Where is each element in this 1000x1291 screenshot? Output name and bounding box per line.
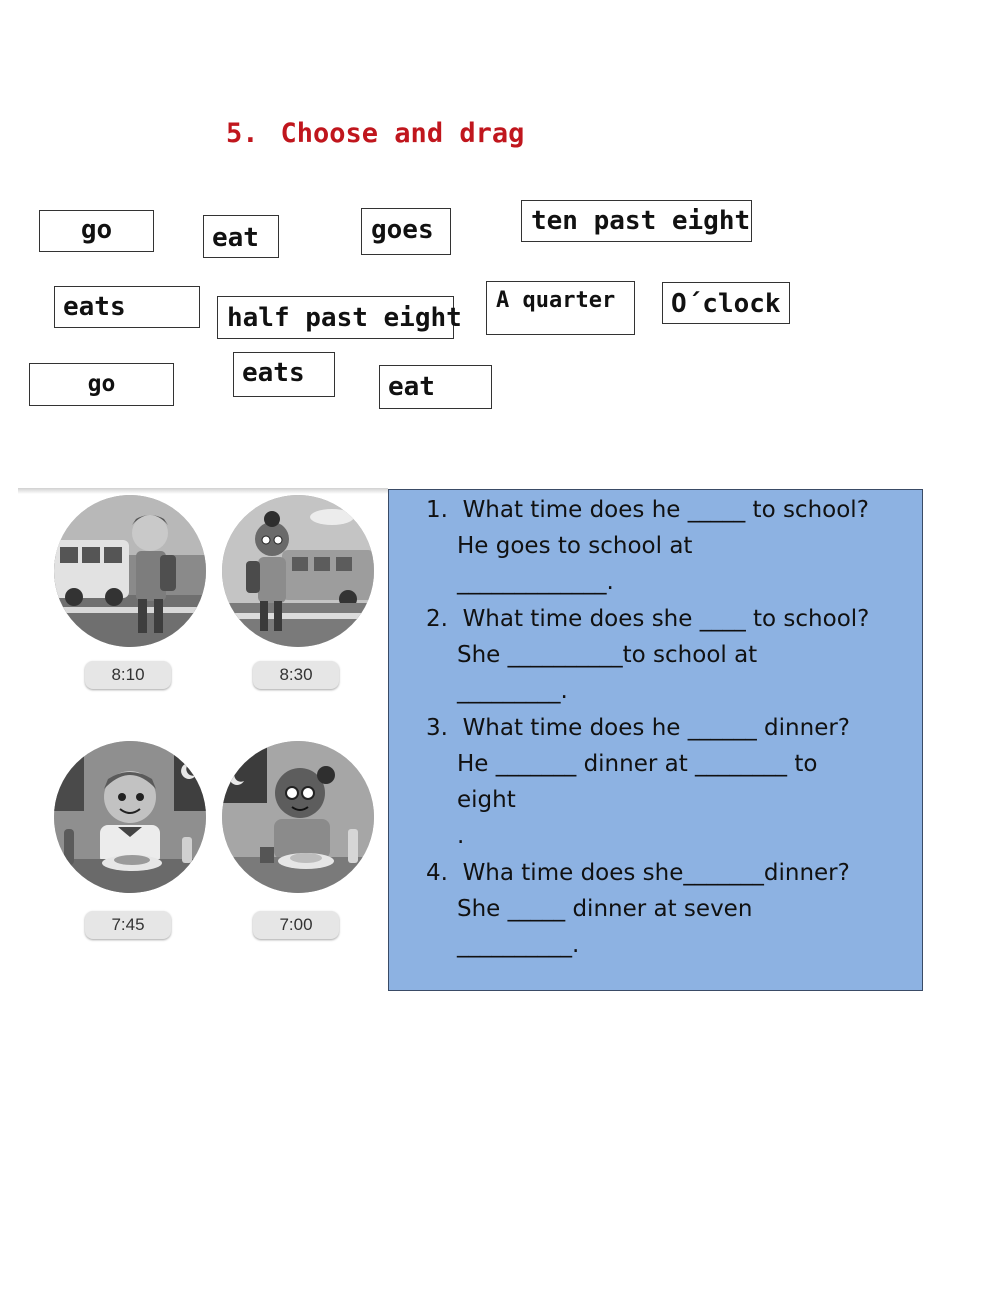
word-tile-eats[interactable]: eats (54, 286, 200, 328)
pictures-panel (18, 488, 388, 958)
question-1-line-2: He goes to school at (457, 533, 693, 559)
word-tile-eat[interactable]: eat (379, 365, 492, 409)
scene-girl-eating-dinner (222, 741, 374, 893)
question-2-line-2[interactable]: She __________to school at (457, 642, 758, 668)
word-tile-go[interactable]: go (39, 210, 154, 252)
word-tile-eats[interactable]: eats (233, 352, 335, 397)
scene-boy-walking-to-school (54, 495, 206, 647)
question-2-answer-blank[interactable]: _________. (457, 678, 568, 704)
question-4-answer-blank[interactable]: __________. (457, 932, 580, 958)
question-3-line-3: eight (457, 787, 516, 813)
questions-box (388, 489, 923, 991)
time-badge: 7:00 (253, 911, 339, 939)
question-1-answer-blank[interactable]: _____________. (457, 569, 614, 595)
word-tile-a-quarter[interactable]: A quarter (486, 281, 635, 335)
word-tile-eat[interactable]: eat (203, 215, 279, 258)
word-tile-ten-past-eight[interactable]: ten past eight (521, 200, 752, 242)
exercise-instruction: Choose and drag (280, 118, 525, 149)
scene-boy-eating-dinner (54, 741, 206, 893)
question-3-line-4: . (457, 823, 465, 849)
question-1-line-1: 1. What time does he _____ to school? (426, 497, 869, 523)
time-badge: 8:10 (85, 661, 171, 689)
word-tile-oclock[interactable]: O´clock (662, 282, 790, 324)
word-tile-goes[interactable]: goes (361, 208, 451, 255)
question-3-line-1: 3. What time does he ______ dinner? (426, 715, 851, 741)
word-tile-half-past-eight[interactable]: half past eight (217, 296, 454, 339)
question-3-line-2[interactable]: He _______ dinner at ________ to (457, 751, 818, 777)
time-badge: 7:45 (85, 911, 171, 939)
question-4-line-2[interactable]: She _____ dinner at seven (457, 896, 753, 922)
time-badge: 8:30 (253, 661, 339, 689)
word-tile-go[interactable]: go (29, 363, 174, 406)
exercise-title (226, 118, 524, 149)
scene-girl-walking-to-school (222, 495, 374, 647)
exercise-number: 5. (226, 118, 259, 149)
question-4-line-1[interactable]: 4. Wha time does she_______dinner? (426, 860, 850, 886)
question-2-line-1: 2. What time does she ____ to school? (426, 606, 870, 632)
